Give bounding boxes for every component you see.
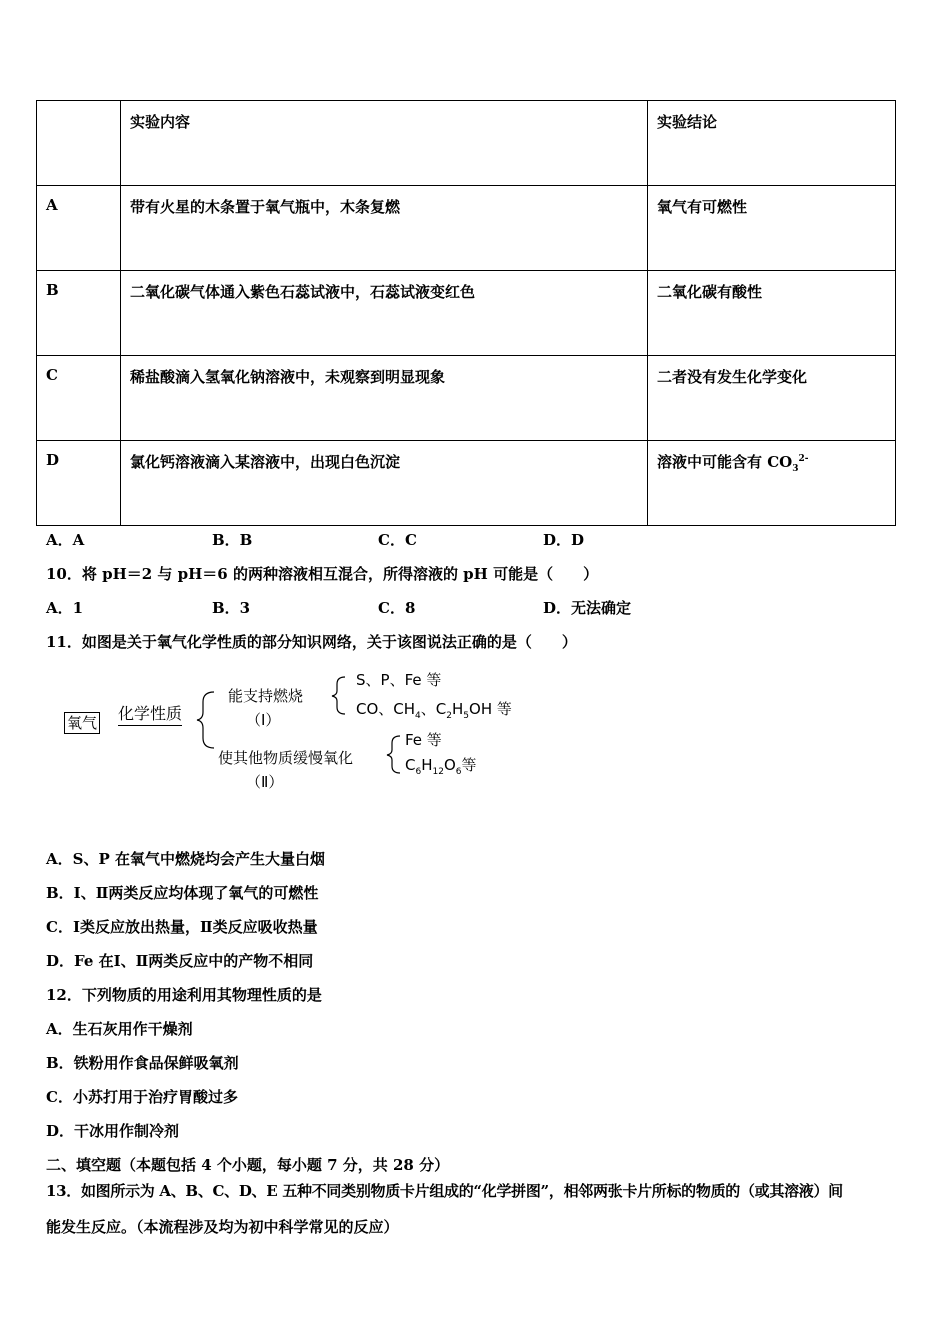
row-label: D — [37, 441, 121, 526]
row-content: 稀盐酸滴入氢氧化钠溶液中，未观察到明显现象 — [121, 356, 648, 441]
q9-option-b: B．B — [212, 531, 253, 549]
diagram-b2-item-1: Fe 等 — [405, 731, 442, 749]
diagram-branch-1: 能支持燃烧 — [228, 687, 304, 705]
diagram-branch-2-tag: （Ⅱ） — [246, 773, 284, 791]
q9-option-a: A．A — [46, 531, 85, 549]
q11-option-c: C．Ⅰ类反应放出热量，Ⅱ类反应吸收热量 — [46, 918, 318, 936]
row-content: 氯化钙溶液滴入某溶液中，出现白色沉淀 — [121, 441, 648, 526]
diagram-branch-2: 使其他物质缓慢氧化 — [218, 749, 354, 767]
diagram-b1-item-1: S、P、Fe 等 — [356, 671, 442, 689]
q13-line-2: 能发生反应。（本流程涉及均为初中科学常见的反应） — [46, 1218, 399, 1236]
row-content: 带有火星的木条置于氧气瓶中，木条复燃 — [121, 186, 648, 271]
diagram-b1-item-2: CO、$CH_4$、$C_2H_5OH$ 等 — [356, 700, 512, 721]
diagram-property: 化学性质 — [118, 701, 182, 726]
row-conclusion: 氧气有可燃性 — [648, 186, 896, 271]
row-label: A — [37, 186, 121, 271]
q12-option-b: B．铁粉用作食品保鲜吸氧剂 — [46, 1054, 239, 1072]
row-conclusion: 二者没有发生化学变化 — [648, 356, 896, 441]
q12-option-c: C．小苏打用于治疗胃酸过多 — [46, 1088, 238, 1106]
q10-option-a: A．1 — [46, 599, 84, 617]
q12-stem: 12．下列物质的用途利用其物理性质的是 — [46, 986, 322, 1004]
diagram-root-box: 氧气 — [64, 712, 100, 734]
section-2-heading: 二、填空题（本题包括 4 个小题，每小题 7 分，共 28 分） — [46, 1156, 450, 1174]
q9-option-c: C．C — [378, 531, 417, 549]
row-label: B — [37, 271, 121, 356]
q10-stem: 10．将 pH＝2 与 pH＝6 的两种溶液相互混合，所得溶液的 pH 可能是（ ） — [46, 565, 599, 583]
subscript: 3 — [792, 464, 799, 474]
q10-option-b: B．3 — [212, 599, 251, 617]
q11-option-a: A．S、P 在氧气中燃烧均会产生大量白烟 — [46, 850, 325, 868]
diagram-b2-item-2: $C_6H_{12}O_6$等 — [405, 756, 477, 777]
q12-option-d: D．干冰用作制冷剂 — [46, 1122, 180, 1140]
q11-stem: 11．如图是关于氧气化学性质的部分知识网络，关于该图说法正确的是（ ） — [46, 633, 577, 651]
row-label: C — [37, 356, 121, 441]
q9-option-d: D．D — [543, 531, 585, 549]
header-cell-conclusion: 实验结论 — [648, 101, 896, 186]
superscript: 2- — [798, 454, 809, 464]
q13-line-1: 13．如图所示为 A、B、C、D、E 五种不同类别物质卡片组成的“化学拼图”，相邻两张卡片所标的物质的（或其溶液）间 — [46, 1182, 843, 1200]
conclusion-text: 溶液中可能含有 CO — [657, 453, 793, 471]
q11-option-b: B．Ⅰ、Ⅱ两类反应均体现了氧气的可燃性 — [46, 884, 319, 902]
q11-option-d: D．Fe 在Ⅰ、Ⅱ两类反应中的产物不相同 — [46, 952, 314, 970]
q10-option-d: D．无法确定 — [543, 599, 632, 617]
row-content: 二氧化碳气体通入紫色石蕊试液中，石蕊试液变红色 — [121, 271, 648, 356]
q10-option-c: C．8 — [378, 599, 416, 617]
header-cell-content: 实验内容 — [121, 101, 648, 186]
row-conclusion: 二氧化碳有酸性 — [648, 271, 896, 356]
q12-option-a: A．生石灰用作干燥剂 — [46, 1020, 193, 1038]
diagram-branch-1-tag: （Ⅰ） — [246, 711, 281, 729]
